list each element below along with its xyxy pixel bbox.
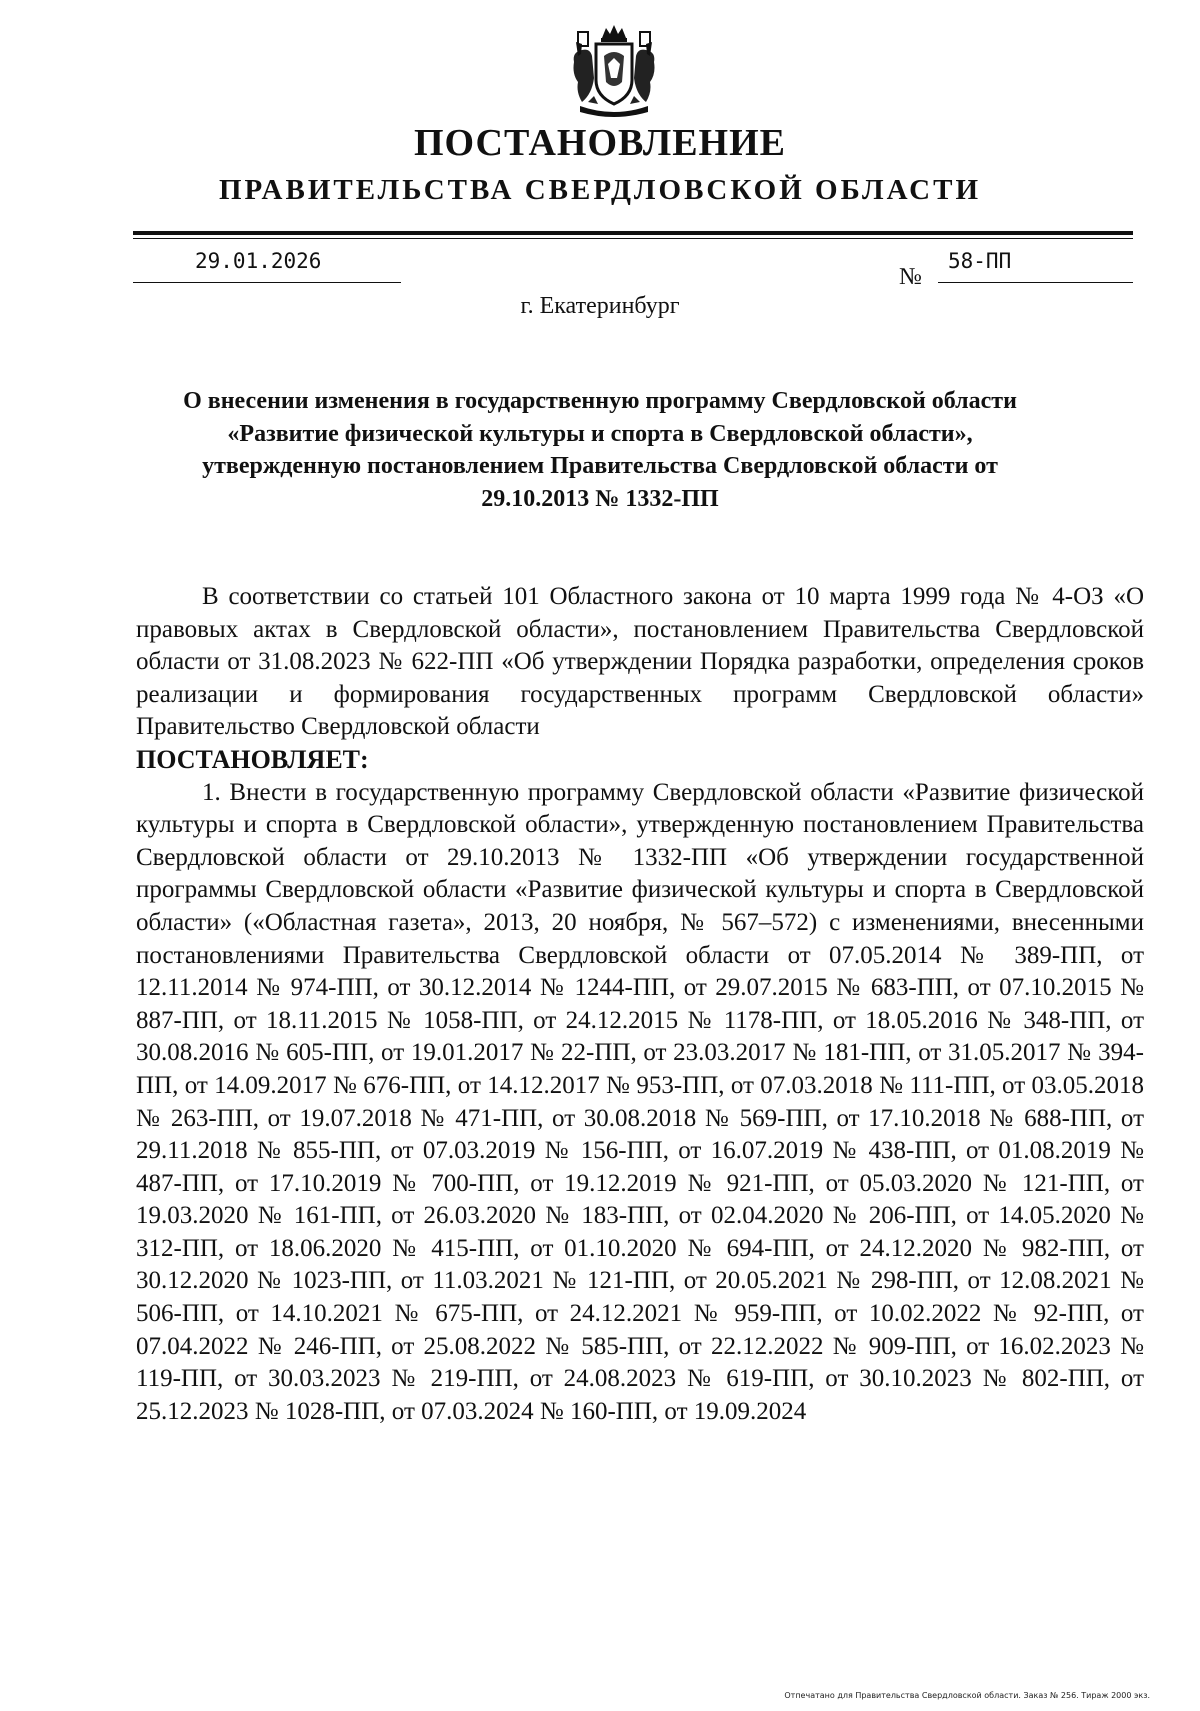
date-underline [133,282,401,283]
document-body [136,581,1144,1428]
decree-heading: ПОСТАНОВЛЯЕТ: [136,744,369,774]
issuing-authority: ПРАВИТЕЛЬСТВА СВЕРДЛОВСКОЙ ОБЛАСТИ [218,174,982,206]
header-divider-thin [133,238,1133,239]
preamble-paragraph: В соответствии со статьей 101 Областного закона от 10 марта 1999 года № 4-ОЗ «О правовых актах в Свердловской области», постановлением Правительства Свердловской области от 31.08.2023 № 622-ПП «Об утверждении Порядка разработки, определения сроков реализации и формирования государственных программ Свердловской области» Правительство Свердловской области [136,583,1144,741]
document-title: ПОСТАНОВЛЕНИЕ [413,122,787,164]
print-footer-note: Отпечатано для Правительства Свердловской области. Заказ № 256. Тираж 2000 экз. [784,1691,1150,1700]
document-date: 29.01.2026 [195,249,322,273]
document-subject: О внесении изменения в государственную программу Свердловской области «Развитие физической культуры и спорта в Свердловской области», утвержденную постановлением Правительства Свердловской области от 29.10.2013 № 1332-ПП [183,388,1017,512]
document-city: г. Екатеринбург [520,293,680,319]
header-divider-thick [133,231,1133,235]
item-1-paragraph: 1. Внести в государственную программу Свердловской области «Развитие физической культуры и спорта в Свердловской области», утвержденную постановлением Правительства Свердловской области от 29.10.2013 № 1332-ПП «Об утверждении государственной программы Свердловской области «Развитие физической культуры и спорта в Свердловской области» («Областная газета», 2013, 20 ноября, № 567–572) с изменениями, внесенными постановлениями Правительства Свердловской области от 07.05.2014 № 389-ПП, от 12.11.2014 № 974-ПП, от 30.12.2014 № 1244-ПП, от 29.07.2015 № 683-ПП, от 07.10.2015 № 887-ПП, от 18.11.2015 № 1058-ПП, от 24.12.2015 № 1178-ПП, от 18.05.2016 № 348-ПП, от 30.08.2016 № 605-ПП, от 19.01.2017 № 22-ПП, от 23.03.2017 № 181-ПП, от 31.05.2017 № 394-ПП, от 14.09.2017 № 676-ПП, от 14.12.2017 № 953-ПП, от 07.03.2018 № 111-ПП, от 03.05.2018 № 263-ПП, от 19.07.2018 № 471-ПП, от 30.08.2018 № 569-ПП, от 17.10.2018 № 688-ПП, от 29.11.2018 № 855-ПП, от 07.03.2019 № 156-ПП, от 16.07.2019 № 438-ПП, от 01.08.2019 № 487-ПП, от 17.10.2019 № 700-ПП, от 19.12.2019 № 921-ПП, от 05.03.2020 № 121-ПП, от 19.03.2020 № 161-ПП, от 26.03.2020 № 183-ПП, от 02.04.2020 № 206-ПП, от 14.05.2020 № 312-ПП, от 18.06.2020 № 415-ПП, от 01.10.2020 № 694-ПП, от 24.12.2020 № 982-ПП, от 30.12.2020 № 1023-ПП, от 11.03.2021 № 121-ПП, от 20.05.2021 № 298-ПП, от 12.08.2021 № 506-ПП, от 14.10.2021 № 675-ПП, от 24.12.2021 № 959-ПП, от 10.02.2022 № 92-ПП, от 07.04.2022 № 246-ПП, от 25.08.2022 № 585-ПП, от 22.12.2022 № 909-ПП, от 16.02.2023 № 119-ПП, от 30.03.2023 № 219-ПП, от 24.08.2023 № 619-ПП, от 30.10.2023 № 802-ПП, от 25.12.2023 № 1028-ПП, от 07.03.2024 № 160-ПП, от 19.09.2024 [136,778,1144,1425]
coat-of-arms-emblem [568,22,660,118]
number-label: № [899,264,922,290]
document-number: 58-ПП [948,249,1012,273]
number-underline [938,282,1133,283]
